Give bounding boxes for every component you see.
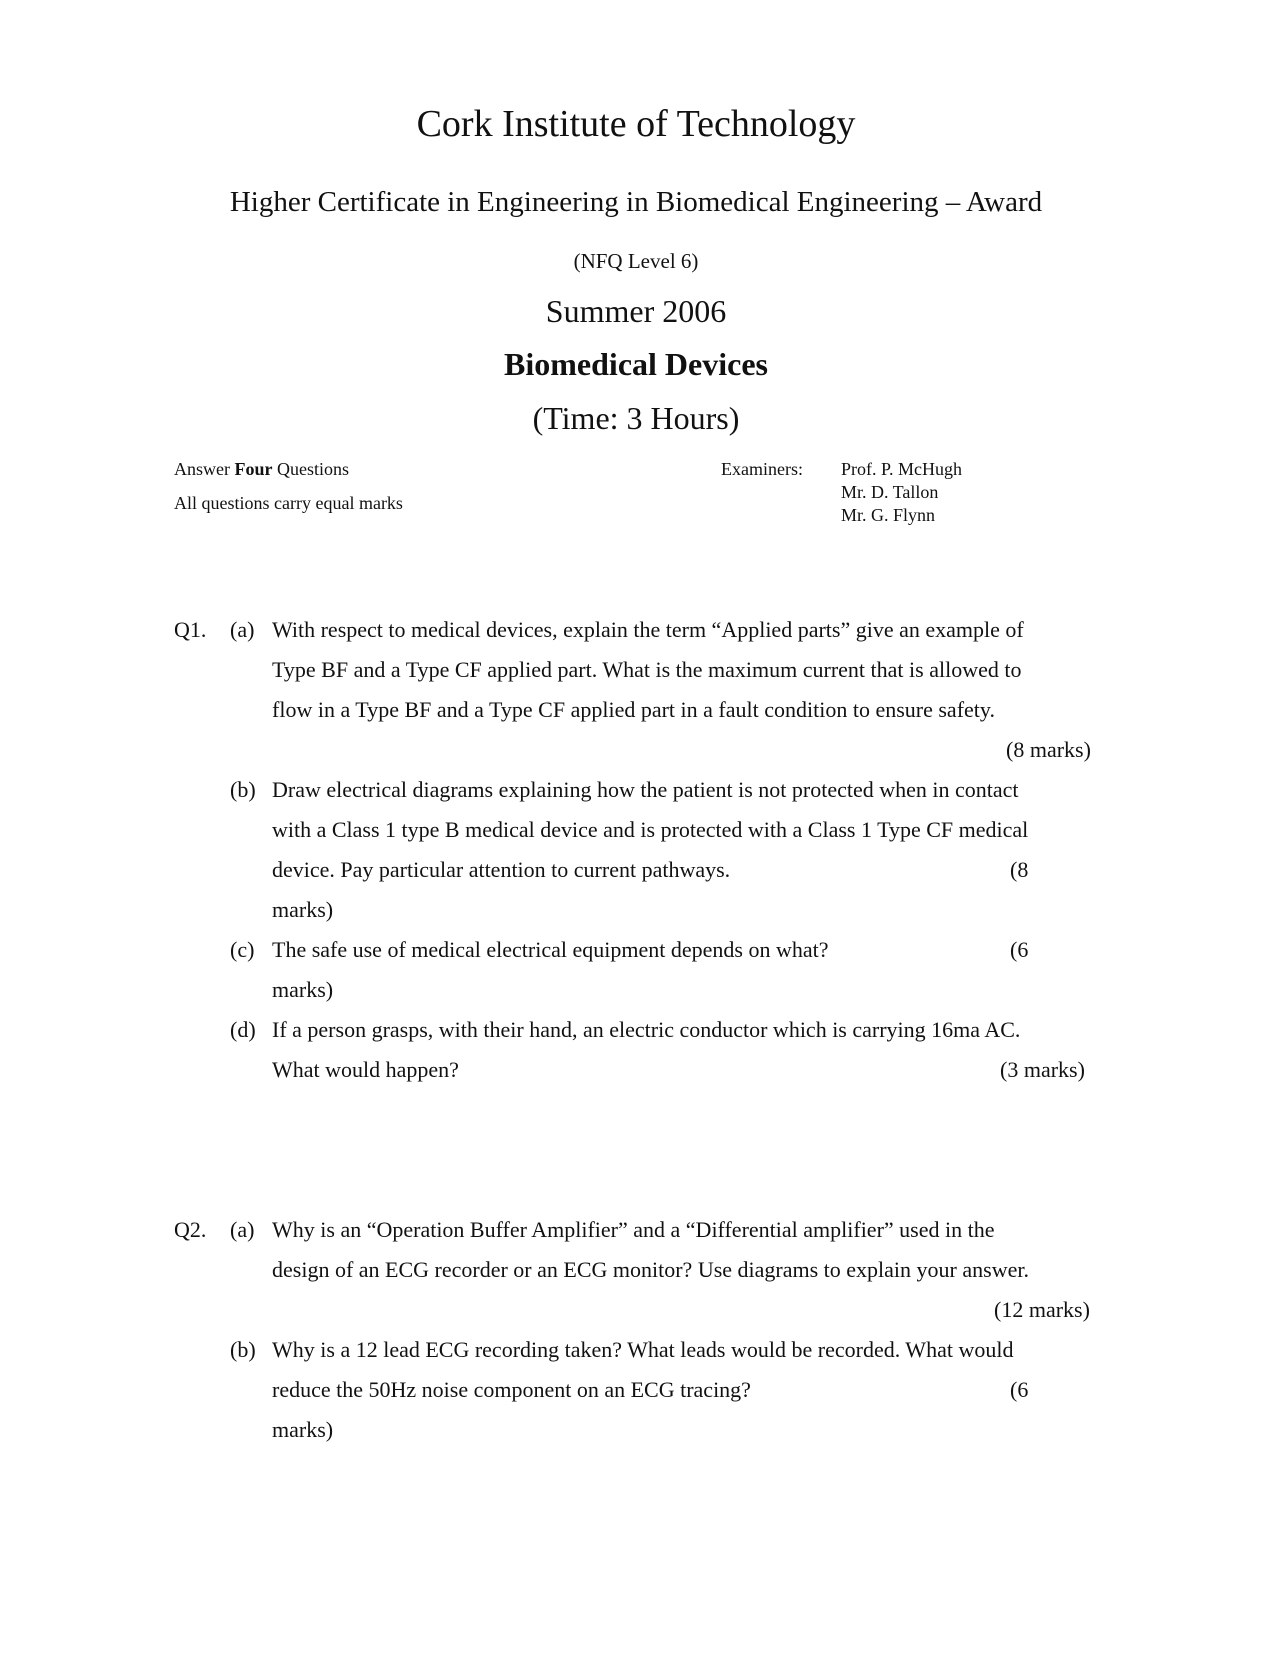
nfq-level: (NFQ Level 6) — [573, 249, 699, 273]
examiners-label: Examiners: — [721, 459, 803, 479]
question-line: reduce the 50Hz noise component on an ECG tracing? — [272, 1377, 751, 1402]
exam-session: Summer 2006 — [545, 293, 727, 329]
marks-label: (8 — [1010, 857, 1029, 882]
marks-label: (12 marks) — [994, 1297, 1090, 1322]
question-number: Q2. — [174, 1217, 207, 1242]
question-line: marks) — [272, 897, 334, 922]
examiner-name: Mr. D. Tallon — [841, 482, 939, 502]
marks-label: (8 marks) — [1006, 737, 1091, 762]
question-line: device. Pay particular attention to current pathways. — [272, 857, 731, 882]
question-line: Why is an “Operation Buffer Amplifier” and a “Differential amplifier” used in the — [272, 1217, 995, 1242]
question-line: marks) — [272, 1417, 334, 1442]
examiner-name: Prof. P. McHugh — [841, 459, 963, 479]
marks-label: (6 — [1010, 937, 1029, 962]
examiner-name: Mr. G. Flynn — [841, 505, 936, 525]
question-line: What would happen? — [272, 1057, 459, 1082]
question-number: Q1. — [174, 617, 207, 642]
part-label: (b) — [230, 1337, 256, 1362]
marks-instruction: All questions carry equal marks — [174, 493, 403, 513]
question-line: Draw electrical diagrams explaining how the patient is not protected when in contact — [272, 777, 1019, 802]
marks-label: (6 — [1010, 1377, 1029, 1402]
question-line: with a Class 1 type B medical device and is protected with a Class 1 Type CF medical — [272, 817, 1029, 842]
part-label: (c) — [230, 937, 255, 962]
subject-title: Biomedical Devices — [504, 346, 768, 382]
question-line: With respect to medical devices, explain the term “Applied parts” give an example of — [272, 617, 1024, 642]
answer-count: Four — [234, 459, 273, 479]
question-line: design of an ECG recorder or an ECG monitor? Use diagrams to explain your answer. — [272, 1257, 1029, 1282]
part-label: (a) — [230, 1217, 255, 1242]
answer-suffix: Questions — [272, 459, 349, 479]
answer-instruction — [174, 459, 349, 480]
answer-prefix: Answer — [174, 459, 235, 479]
question-line: marks) — [272, 977, 334, 1002]
question-line: Type BF and a Type CF applied part. What is the maximum current that is allowed to — [272, 657, 1022, 682]
program-title: Higher Certificate in Engineering in Biomedical Engineering – Award — [229, 186, 1043, 218]
part-label: (b) — [230, 777, 256, 802]
marks-label: (3 marks) — [1000, 1057, 1085, 1082]
exam-duration: (Time: 3 Hours) — [532, 400, 740, 436]
question-line: Why is a 12 lead ECG recording taken? What leads would be recorded. What would — [272, 1337, 1014, 1362]
question-line: If a person grasps, with their hand, an electric conductor which is carrying 16ma AC. — [272, 1017, 1021, 1042]
part-label: (d) — [230, 1017, 256, 1042]
question-line: flow in a Type BF and a Type CF applied part in a fault condition to ensure safety. — [272, 697, 995, 722]
institution-name: Cork Institute of Technology — [416, 103, 856, 145]
question-line: The safe use of medical electrical equipment depends on what? — [272, 937, 829, 962]
part-label: (a) — [230, 617, 255, 642]
